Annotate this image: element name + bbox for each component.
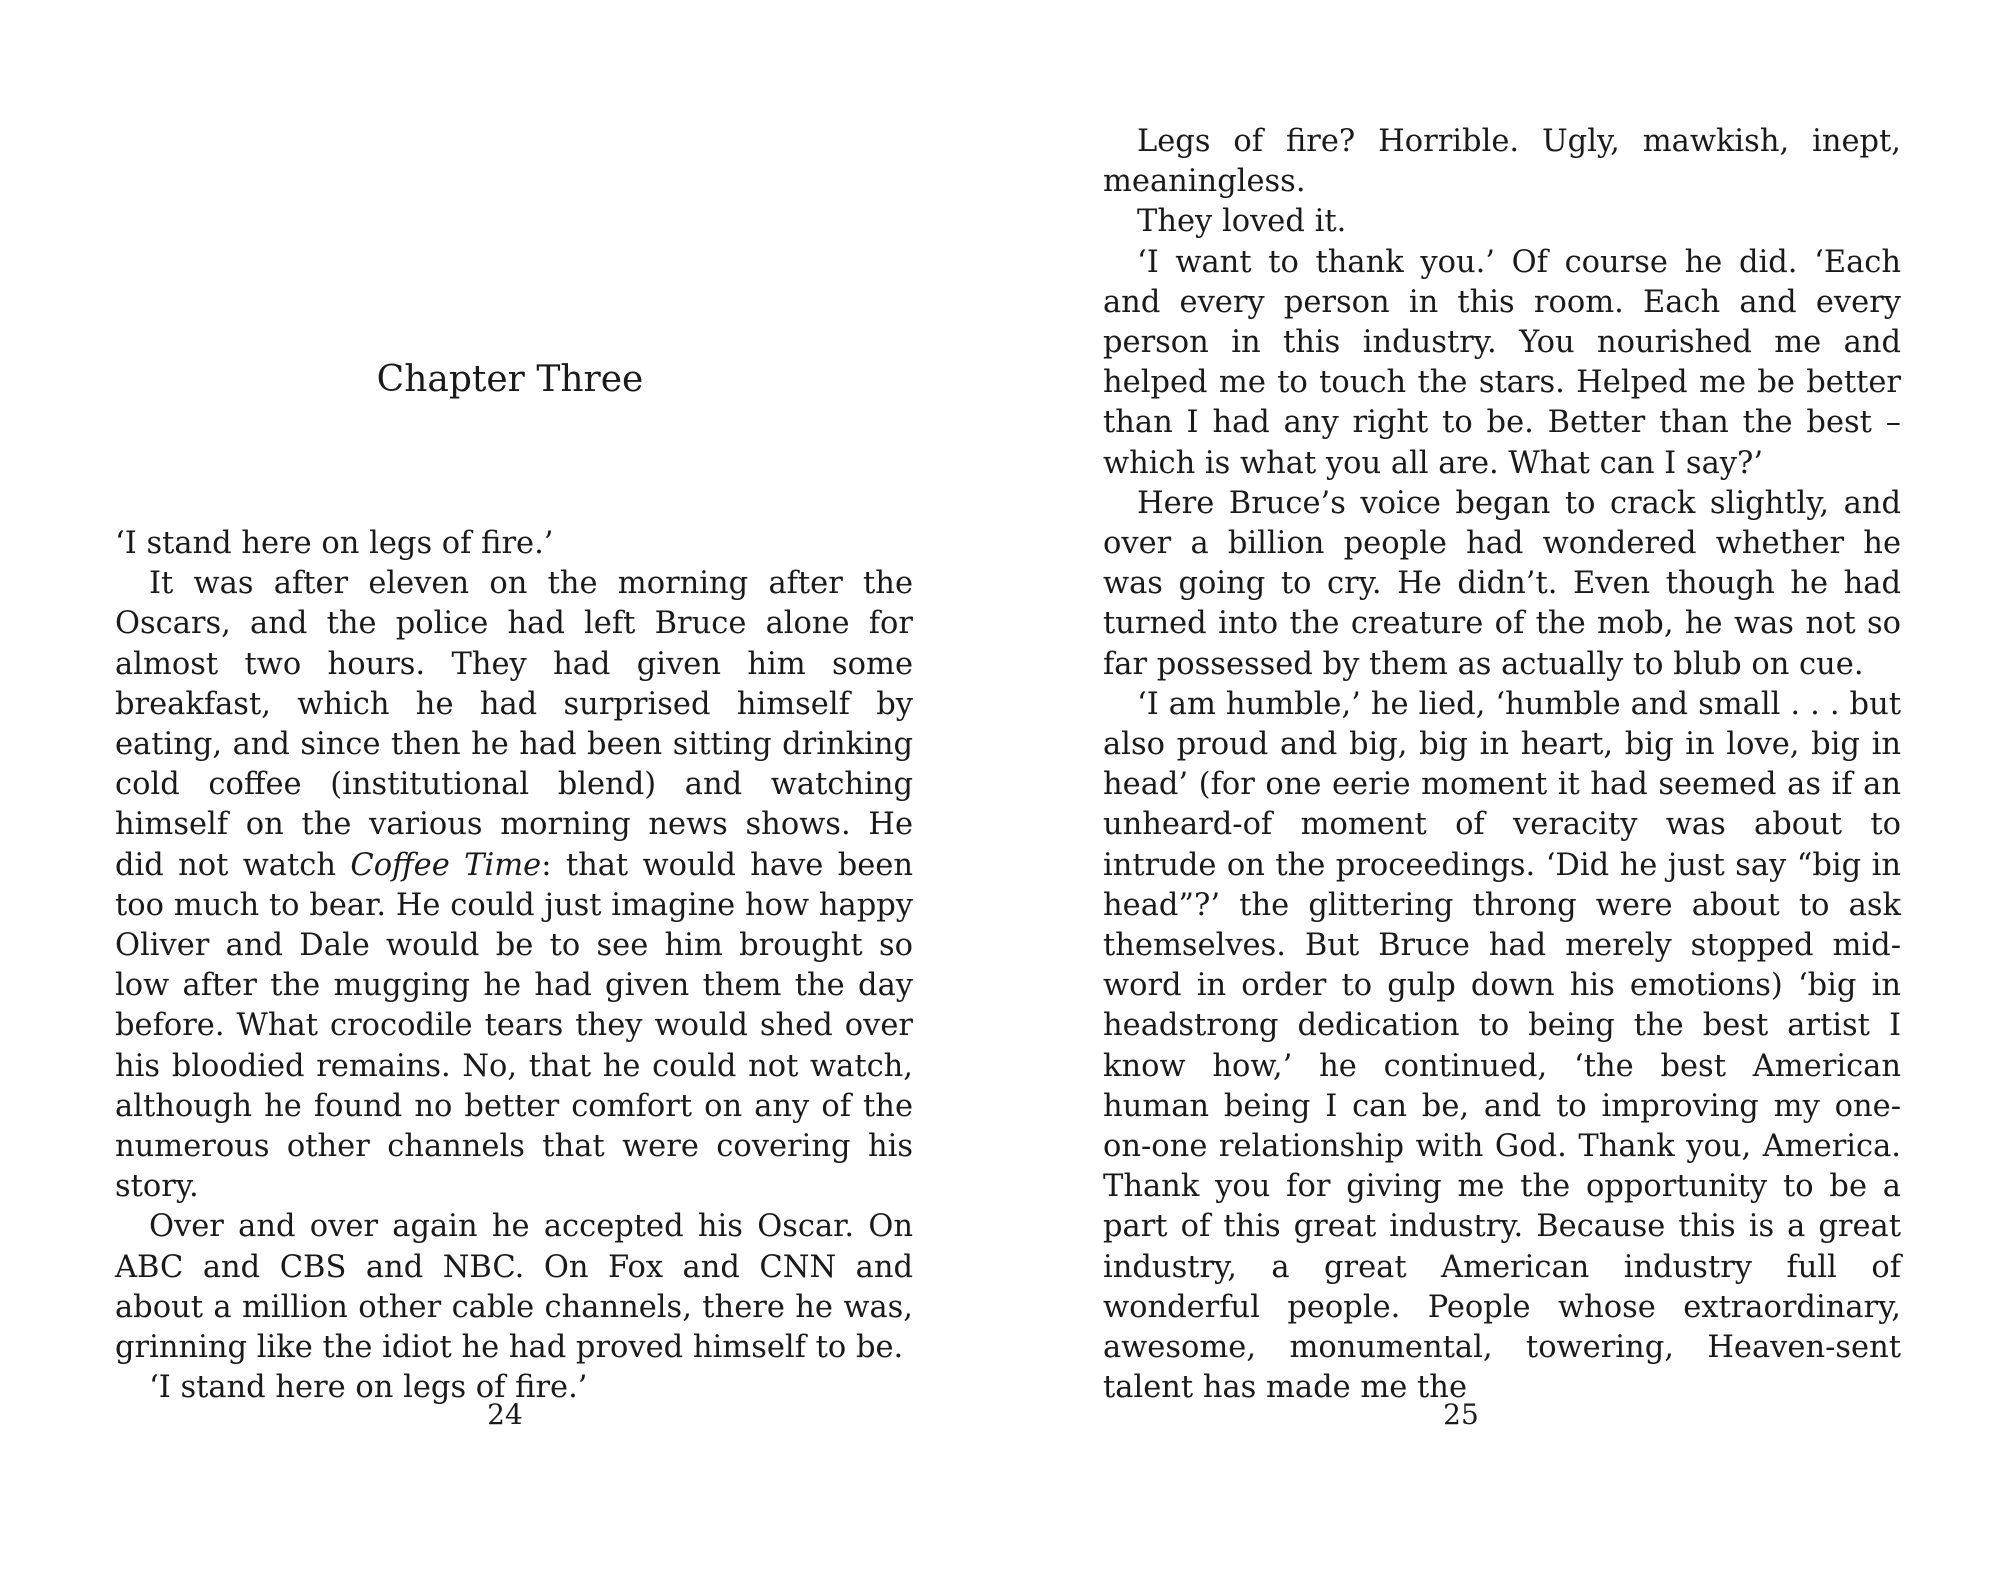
paragraph: ‘I am humble,’ he lied, ‘humble and small . . . but also proud and big, big in heart, big in love, big in head’ (for one eerie moment it had seemed as if an unheard-of moment of veracity was about to intrude on the proceedings. ‘Did he just say “big in head”?’ the glittering throng were about to ask themselves. But Bruce had merely stopped mid-word in order to gulp down his emotions) ‘big in headstrong dedication to being the best artist I know how,’ he continued, ‘the best American human being I can be, and to improving my one-on-one relationship with God. Thank you, America. Thank you for giving me the opportunity to be a part of this great industry. Because this is a great industry, a great American industry full of wonderful people. People whose extraordinary, awesome, monumental, towering, Heaven-sent talent has made me the	[1103, 686, 1901, 1406]
paragraph: Here Bruce’s voice began to crack slightly, and over a billion people had wondered whether he was going to cry. He didn’t. Even though he had turned into the creature of the mob, he was not so far possessed by them as actually to blub on cue.	[1103, 485, 1901, 682]
right-page-text	[1103, 122, 1901, 1409]
paragraph-text: : that would have been too much to bear. He could just imagine how happy Oliver and Dale would be to see him brought so low after the mugging he had given them the day before. What crocodile tears they would shed over his bloodied remains. No, that he could not watch, although he found no better comfort on any of the numerous other channels that were covering his story.	[115, 847, 913, 1205]
paragraph: ‘I stand here on legs of fire.’	[149, 1370, 588, 1406]
left-page	[115, 0, 915, 1595]
paragraph: ‘I stand here on legs of fire.’	[115, 526, 554, 561]
page-number: 25	[1443, 1398, 1479, 1431]
paragraph: Legs of fire? Horrible. Ugly, mawkish, inept, meaningless.	[1103, 124, 1901, 200]
page-number: 24	[487, 1398, 523, 1431]
paragraph: Over and over again he accepted his Oscar. On ABC and CBS and NBC. On Fox and CNN and about a million other cable channels, there he was, grinning like the idiot he had proved himself to be.	[115, 1209, 913, 1366]
right-page	[1103, 0, 1903, 1595]
show-title: Coffee Time	[350, 847, 542, 883]
paragraph	[115, 564, 913, 1207]
paragraph-text: It was after eleven on the morning after the Oscars, and the police had left Bruce alone for almost two hours. They had given him some breakfast, which he had surprised himself by eating, and since then he had been sitting drinking cold coffee (institutional blend) and watching himself on the various morning news shows. He did not watch	[115, 566, 913, 883]
paragraph: ‘I want to thank you.’ Of course he did. ‘Each and every person in this room. Each and every person in this industry. You nourished me and helped me to touch the stars. Helped me be better than I had any right to be. Better than the best – which is what you all are. What can I say?’	[1103, 244, 1901, 481]
left-page-text	[115, 524, 913, 1408]
paragraph: They loved it.	[1137, 204, 1347, 240]
chapter-title: Chapter Three	[376, 359, 644, 400]
